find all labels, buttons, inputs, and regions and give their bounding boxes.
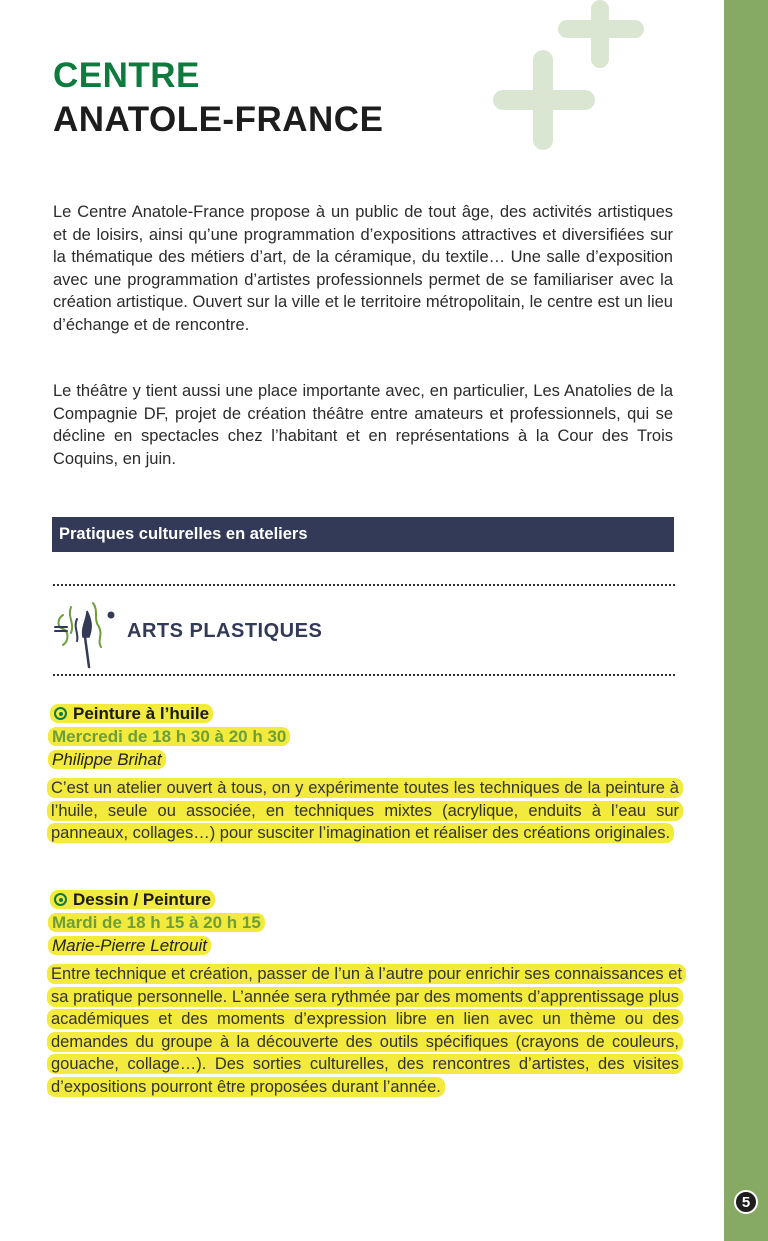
paintbrush-icon (53, 597, 119, 669)
course-teacher-text: Philippe Brihat (48, 750, 166, 769)
course-schedule-text: Mercredi de 18 h 30 à 20 h 30 (48, 727, 290, 746)
course-description-2 (47, 963, 683, 1098)
course-title-2 (50, 889, 215, 911)
course-description-1 (47, 777, 683, 845)
course-title-text: Dessin / Peinture (73, 890, 211, 909)
course-title-text: Peinture à l’huile (73, 704, 210, 723)
intro-paragraph-1: Le Centre Anatole-France propose à un public de tout âge, des activités artistiques et de loisirs, ainsi qu’une programmation d’expositions attractives et diversifiées sur la thématique des métiers d’art, de la céramique, du textile… Une salle d’exposition avec une programmation d’artistes professionnels permet de se familiariser avec la création artistique. Ouvert sur la ville et le territoire métropolitain, le centre est un lieu d’échange et de rencontre. (53, 203, 673, 334)
section-header-bar: Pratiques culturelles en ateliers (52, 517, 674, 552)
bullet-ring-icon (54, 893, 67, 906)
course-teacher-text: Marie-Pierre Letrouit (48, 936, 211, 955)
plus-signs-decoration-icon (488, 0, 648, 160)
course-schedule-2 (48, 912, 265, 934)
dotted-divider-top (53, 584, 675, 586)
course-description-text: Entre technique et création, passer de l’un à l’autre pour enrichir ses connaissances et sa pratique personnelle. L’année sera rythmée par des moments d’apprentissage plus académiques et des moments d’expression libre en lien avec un thème ou des demandes du groupe à la découverte des outils spécifiques (crayons de couleurs, gouache, collage…). Des sorties culturelles, des rencontres d’artistes, des visites d’expositions pourront être proposées durant l’année. (47, 964, 686, 1097)
course-schedule-1 (48, 726, 290, 748)
page-title-line2: ANATOLE-FRANCE (53, 100, 384, 139)
course-teacher-1 (48, 749, 166, 771)
category-title: ARTS PLASTIQUES (127, 620, 323, 642)
dotted-divider-bottom (53, 674, 675, 676)
page-number: 5 (734, 1190, 758, 1214)
side-color-band (724, 0, 768, 1241)
course-title-1 (50, 703, 213, 725)
bullet-ring-icon (54, 707, 67, 720)
course-teacher-2 (48, 935, 211, 957)
course-schedule-text: Mardi de 18 h 15 à 20 h 15 (48, 913, 265, 932)
course-description-text: C’est un atelier ouvert à tous, on y expérimente toutes les techniques de la peinture à l’huile, seule ou associée, en techniques mixtes (acrylique, enduits à l’eau sur panneaux, collages…) pour susciter l’imagination et réaliser des créations originales. (47, 778, 683, 843)
page-title-line1: CENTRE (53, 56, 200, 95)
intro-paragraph-2: Le théâtre y tient aussi une place importante avec, en particulier, Les Anatolies de la Compagnie DF, projet de création théâtre entre amateurs et professionnels, qui se décline en spectacles chez l’habitant et en représentations à la Cour des Trois Coquins, en juin. (53, 382, 673, 468)
